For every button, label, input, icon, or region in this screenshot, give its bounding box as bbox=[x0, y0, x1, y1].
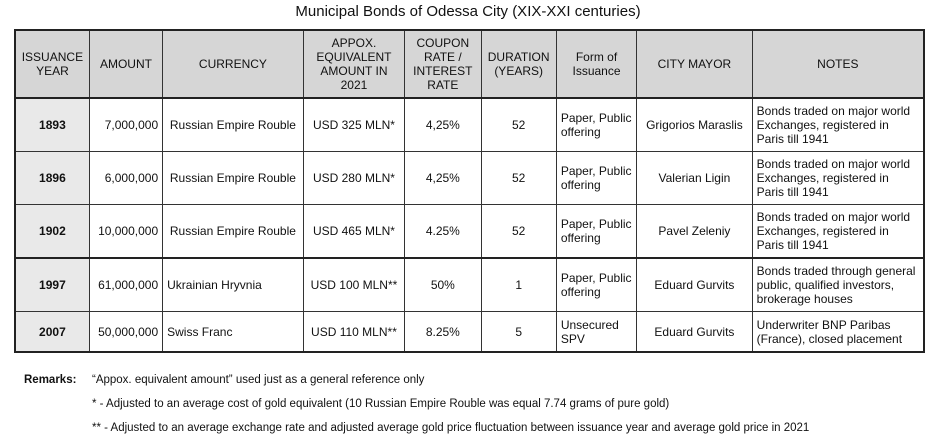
cell-amount: 50,000,000 bbox=[89, 312, 162, 353]
header-currency: CURRENCY bbox=[163, 30, 304, 98]
cell-currency: Russian Empire Rouble bbox=[163, 98, 304, 152]
table-header-row bbox=[15, 30, 924, 98]
header-amount: AMOUNT bbox=[89, 30, 162, 98]
cell-equivalent: USD 280 MLN* bbox=[303, 152, 404, 205]
cell-year: 1902 bbox=[15, 205, 89, 259]
cell-form: Paper, Public offering bbox=[556, 205, 636, 259]
cell-amount: 10,000,000 bbox=[89, 205, 162, 259]
cell-mayor: Valerian Ligin bbox=[637, 152, 753, 205]
table-row bbox=[15, 312, 924, 353]
cell-year: 1896 bbox=[15, 152, 89, 205]
cell-form: Paper, Public offering bbox=[556, 258, 636, 312]
cell-duration: 52 bbox=[481, 205, 556, 259]
table-row bbox=[15, 98, 924, 152]
cell-duration: 52 bbox=[481, 98, 556, 152]
cell-rate: 4,25% bbox=[405, 152, 481, 205]
header-issuance-year: ISSUANCE YEAR bbox=[15, 30, 89, 98]
cell-amount: 7,000,000 bbox=[89, 98, 162, 152]
cell-year: 1997 bbox=[15, 258, 89, 312]
table-row bbox=[15, 205, 924, 259]
cell-year: 2007 bbox=[15, 312, 89, 353]
remarks-line-1: “Appox. equivalent amount” used just as a general reference only bbox=[92, 374, 425, 386]
cell-rate: 8.25% bbox=[405, 312, 481, 353]
remarks-label: Remarks: bbox=[24, 374, 77, 386]
cell-currency: Swiss Franc bbox=[163, 312, 304, 353]
cell-notes: Underwriter BNP Paribas (France), closed placement bbox=[752, 312, 924, 353]
cell-year: 1893 bbox=[15, 98, 89, 152]
cell-notes: Bonds traded through general public, qualified investors, brokerage houses bbox=[752, 258, 924, 312]
cell-rate: 50% bbox=[405, 258, 481, 312]
cell-mayor: Eduard Gurvits bbox=[637, 258, 753, 312]
cell-mayor: Grigorios Maraslis bbox=[637, 98, 753, 152]
cell-equivalent: USD 110 MLN** bbox=[303, 312, 404, 353]
cell-notes: Bonds traded on major world Exchanges, registered in Paris till 1941 bbox=[752, 152, 924, 205]
cell-equivalent: USD 100 MLN** bbox=[303, 258, 404, 312]
cell-duration: 52 bbox=[481, 152, 556, 205]
cell-amount: 6,000,000 bbox=[89, 152, 162, 205]
cell-equivalent: USD 325 MLN* bbox=[303, 98, 404, 152]
remarks-line-2: * - Adjusted to an average cost of gold equivalent (10 Russian Empire Rouble was equal 7.74 grams of pure gold) bbox=[92, 398, 670, 410]
cell-rate: 4,25% bbox=[405, 98, 481, 152]
header-notes: NOTES bbox=[752, 30, 924, 98]
cell-amount: 61,000,000 bbox=[89, 258, 162, 312]
header-city-mayor: CITY MAYOR bbox=[637, 30, 753, 98]
cell-duration: 5 bbox=[481, 312, 556, 353]
cell-mayor: Pavel Zeleniy bbox=[637, 205, 753, 259]
header-coupon-rate: COUPON RATE / INTEREST RATE bbox=[405, 30, 481, 98]
cell-currency: Russian Empire Rouble bbox=[163, 205, 304, 259]
page-title: Municipal Bonds of Odessa City (XIX-XXI centuries) bbox=[295, 3, 641, 20]
cell-form: Paper, Public offering bbox=[556, 98, 636, 152]
bonds-table bbox=[14, 29, 925, 353]
header-form-of-issuance: Form of Issuance bbox=[556, 30, 636, 98]
cell-notes: Bonds traded on major world Exchanges, registered in Paris till 1941 bbox=[752, 98, 924, 152]
cell-form: Unsecured SPV bbox=[556, 312, 636, 353]
remarks-line-3: ** - Adjusted to an average exchange rate and adjusted average gold price fluctuation between issuance year and average gold price in 2021 bbox=[92, 422, 810, 434]
header-duration: DURATION (YEARS) bbox=[481, 30, 556, 98]
cell-currency: Ukrainian Hryvnia bbox=[163, 258, 304, 312]
cell-form: Paper, Public offering bbox=[556, 152, 636, 205]
cell-duration: 1 bbox=[481, 258, 556, 312]
table-row bbox=[15, 152, 924, 205]
cell-mayor: Eduard Gurvits bbox=[637, 312, 753, 353]
cell-notes: Bonds traded on major world Exchanges, registered in Paris till 1941 bbox=[752, 205, 924, 259]
cell-equivalent: USD 465 MLN* bbox=[303, 205, 404, 259]
table-row bbox=[15, 258, 924, 312]
header-equivalent-amount: APPOX. EQUIVALENT AMOUNT IN 2021 bbox=[303, 30, 404, 98]
cell-currency: Russian Empire Rouble bbox=[163, 152, 304, 205]
cell-rate: 4.25% bbox=[405, 205, 481, 259]
